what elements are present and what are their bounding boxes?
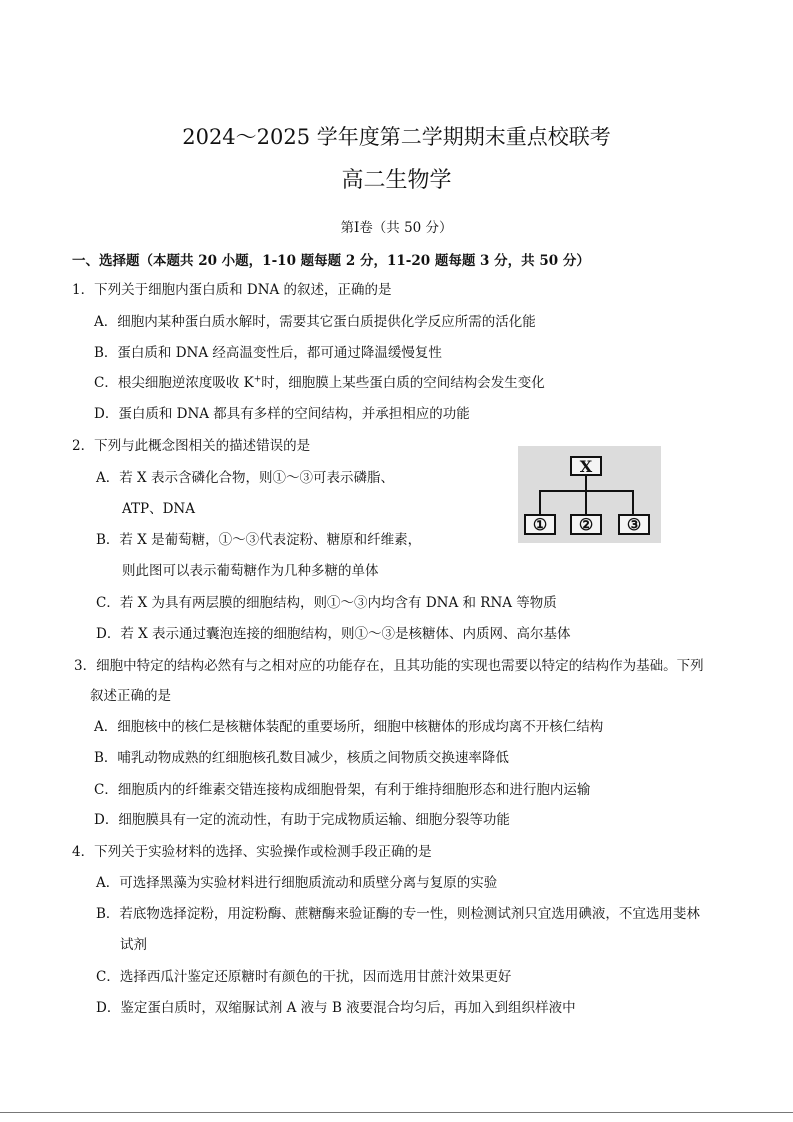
question-3-option-c: C．细胞质内的纤维素交错连接构成细胞骨架，有利于维持细胞形态和进行胞内运输	[94, 782, 591, 798]
diagram-child-box-2: ②	[570, 514, 602, 535]
question-2-option-a-line2: ATP、DNA	[122, 501, 195, 517]
question-3-option-d: D．细胞膜具有一定的流动性，有助于完成物质运输、细胞分裂等功能	[94, 812, 510, 828]
question-4-stem: 4．下列关于实验材料的选择、实验操作或检测手段正确的是	[72, 844, 432, 860]
question-4-option-a: A．可选择黑藻为实验材料进行细胞质流动和质壁分离与复原的实验	[96, 875, 498, 891]
diagram-root-box: X	[570, 456, 602, 476]
volume-heading: 第Ⅰ卷（共 50 分）	[340, 220, 453, 236]
diagram-child-box-3: ③	[618, 514, 650, 535]
question-3-option-b: B．哺乳动物成熟的红细胞核孔数目减少，核质之间物质交换速率降低	[94, 750, 509, 766]
concept-diagram	[518, 446, 661, 543]
section-heading: 一、选择题（本题共 20 小题，1-10 题每题 2 分，11-20 题每题 3 分，共 50 分）	[72, 253, 590, 269]
option-c-text-pre: C．根尖细胞逆浓度吸收 K	[94, 375, 254, 391]
question-4-option-c: C．选择西瓜汁鉴定还原糖时有颜色的干扰，因而选用甘蔗汁效果更好	[96, 969, 512, 985]
question-2-option-b-line1: B．若 X 是葡萄糖，①～③代表淀粉、糖原和纤维素，	[96, 532, 422, 548]
question-2-option-a-line1: A．若 X 表示含磷化合物，则①～③可表示磷脂、	[96, 470, 394, 486]
exam-title: 2024～2025 学年度第二学期期末重点校联考	[182, 125, 611, 149]
question-1-option-c	[94, 371, 545, 391]
question-1-option-a: A．细胞内某种蛋白质水解时，需要其它蛋白质提供化学反应所需的活化能	[94, 314, 536, 330]
question-2-option-b-line2: 则此图可以表示葡萄糖作为几种多糖的单体	[122, 563, 379, 579]
question-3-stem-line1: 3．细胞中特定的结构必然有与之相对应的功能存在，且其功能的实现也需要以特定的结构作为基础。下列	[74, 658, 704, 674]
question-2-option-c: C．若 X 为具有两层膜的细胞结构，则①～③内均含有 DNA 和 RNA 等物质	[96, 595, 557, 611]
question-4-option-b-line2: 试剂	[120, 937, 147, 953]
diagram-connector	[539, 490, 541, 514]
diagram-connector	[632, 490, 634, 514]
question-2-option-d: D．若 X 表示通过囊泡连接的细胞结构，则①～③是核糖体、内质网、高尔基体	[96, 626, 571, 642]
option-c-text-post: 时，细胞膜上某些蛋白质的空间结构会发生变化	[261, 375, 545, 391]
potassium-charge: +	[253, 374, 262, 385]
question-4-option-d: D．鉴定蛋白质时，双缩脲试剂 A 液与 B 液要混合均匀后，再加入到组织样液中	[96, 1000, 576, 1016]
diagram-child-box-1: ①	[524, 514, 556, 535]
subject-title: 高二生物学	[341, 168, 452, 193]
page-bottom-rule	[0, 1112, 793, 1113]
question-3-stem-line2: 叙述正确的是	[90, 688, 171, 704]
question-2-stem: 2．下列与此概念图相关的描述错误的是	[72, 438, 311, 454]
question-4-option-b-line1: B．若底物选择淀粉，用淀粉酶、蔗糖酶来验证酶的专一性，则检测试剂只宜选用碘液，不宜选用斐林	[96, 906, 700, 922]
question-1-stem: 1．下列关于细胞内蛋白质和 DNA 的叙述，正确的是	[72, 282, 392, 298]
question-1-option-b: B．蛋白质和 DNA 经高温变性后，都可通过降温缓慢复性	[94, 345, 442, 361]
diagram-connector	[585, 490, 587, 514]
diagram-connector	[585, 476, 587, 491]
question-3-option-a: A．细胞核中的核仁是核糖体装配的重要场所，细胞中核糖体的形成均离不开核仁结构	[94, 719, 604, 735]
question-1-option-d: D．蛋白质和 DNA 都具有多样的空间结构，并承担相应的功能	[94, 406, 470, 422]
